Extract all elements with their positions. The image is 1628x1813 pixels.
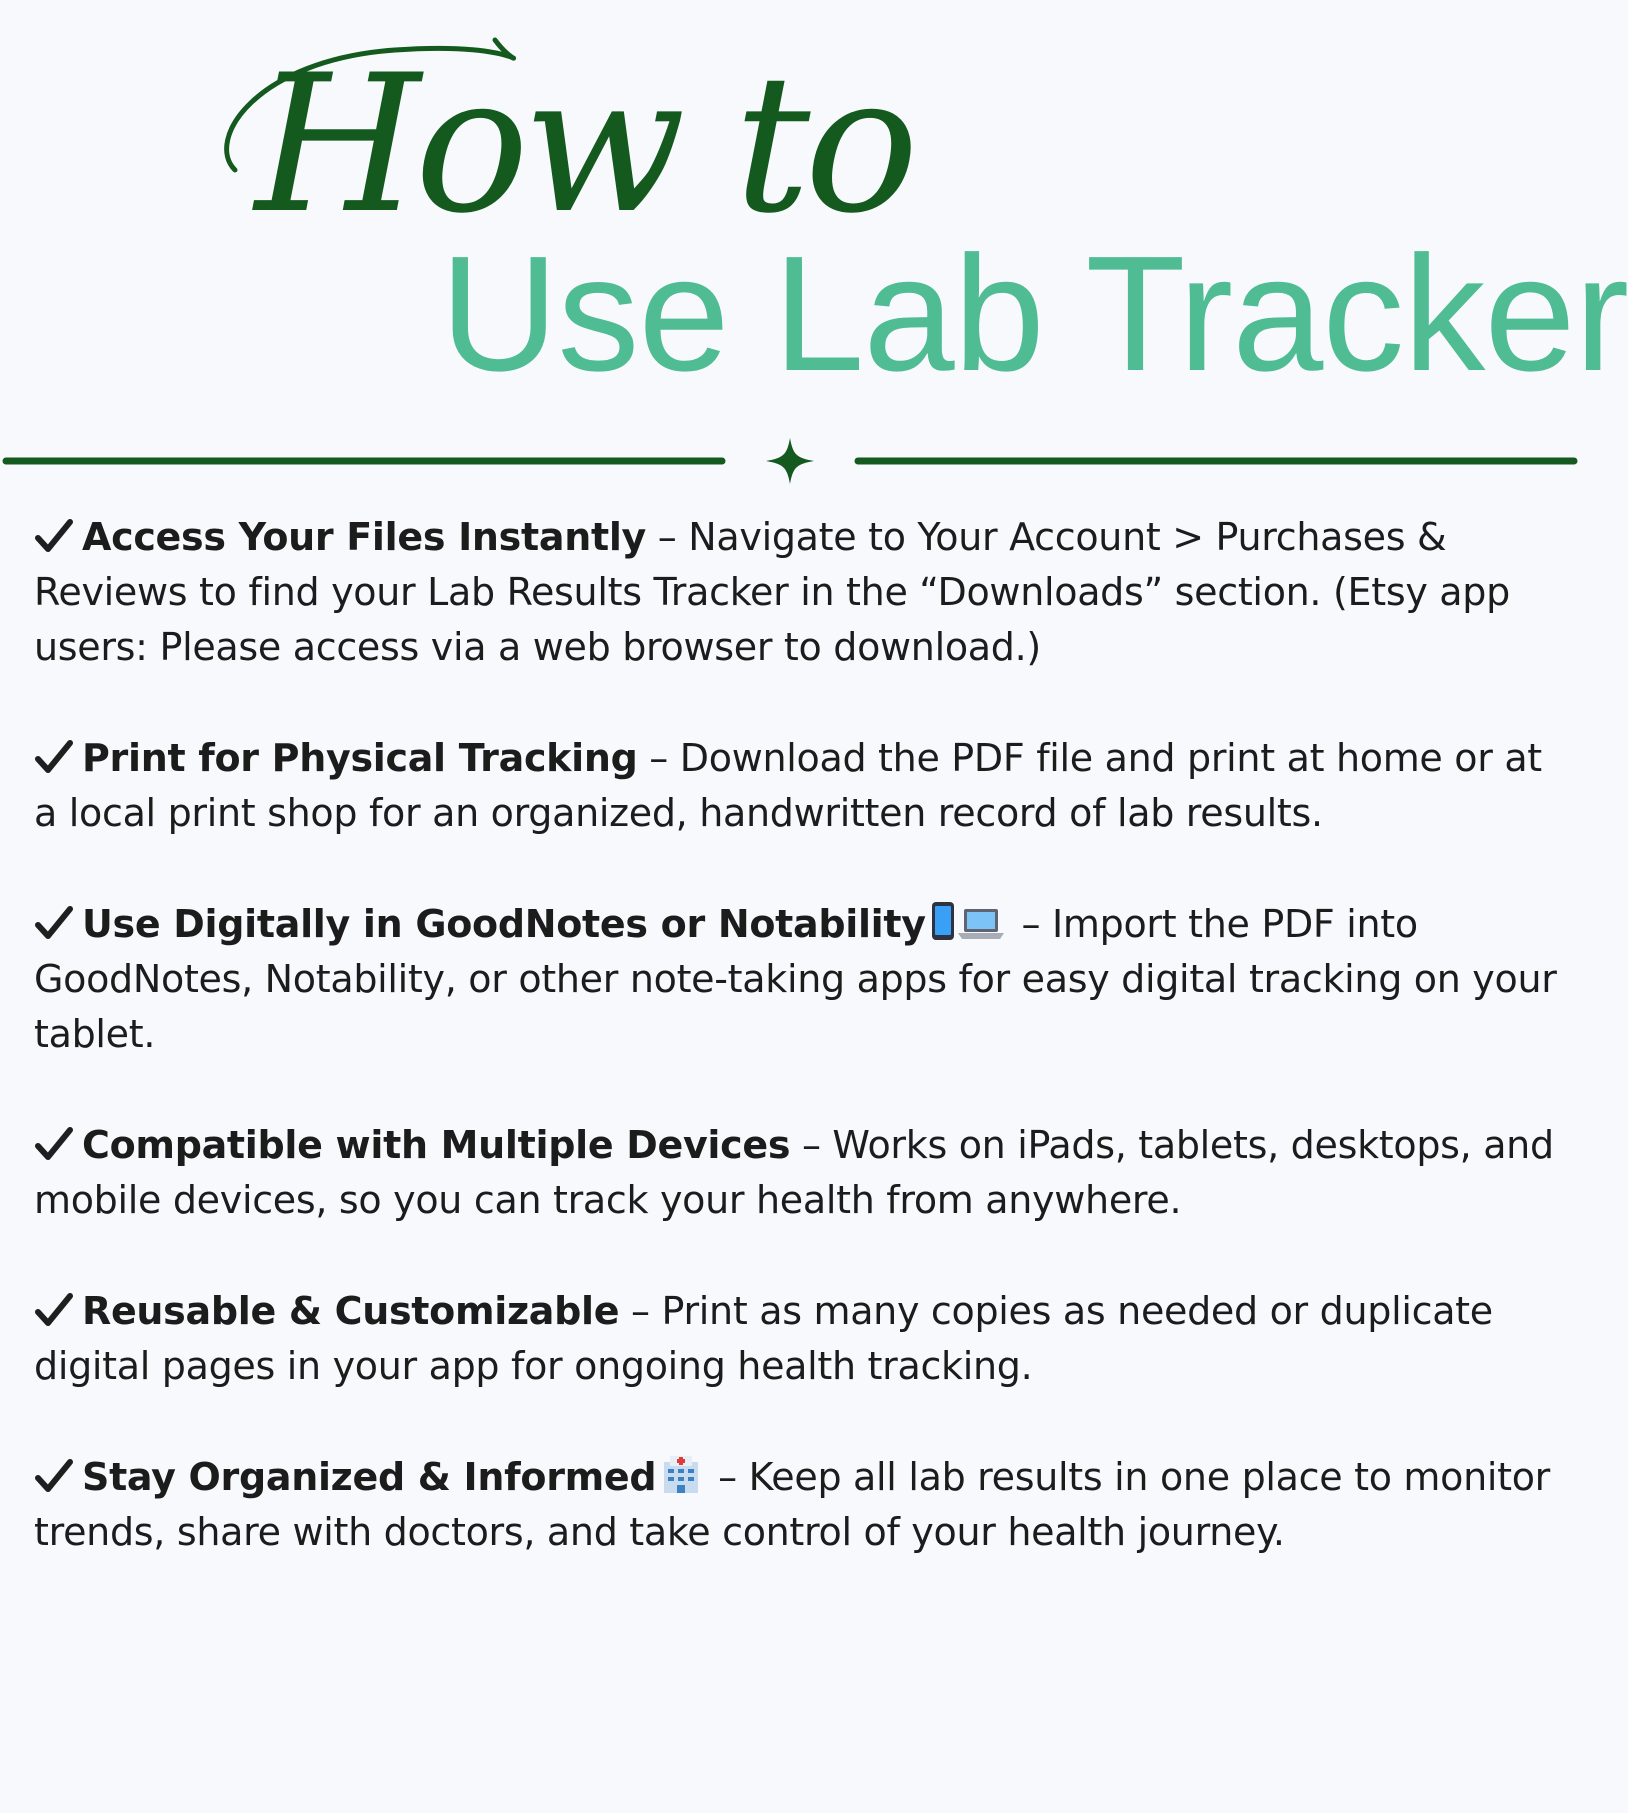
item-title: Reusable & Customizable	[82, 1289, 620, 1333]
four-point-star-icon	[766, 438, 814, 484]
item-title: Compatible with Multiple Devices	[82, 1123, 791, 1167]
section-divider	[0, 438, 1588, 484]
list-item	[34, 1450, 1564, 1560]
list-item	[34, 1284, 1564, 1394]
item-description: – Keep all lab results in one place to monitor trends, share with doctors, and take control of your health journey.	[34, 1455, 1550, 1554]
check-mark-icon	[34, 1292, 74, 1328]
list-item	[34, 897, 1564, 1062]
item-description: – Works on iPads, tablets, desktops, and mobile devices, so you can track your health from anywhere.	[34, 1123, 1554, 1222]
check-mark-icon	[34, 905, 74, 941]
page-title: Use Lab Tracker	[440, 222, 1628, 405]
hospital-emoji	[660, 1454, 702, 1494]
item-description: – Import the PDF into GoodNotes, Notability, or other note-taking apps for easy digital tracking on your tablet.	[34, 902, 1557, 1056]
item-title: Use Digitally in GoodNotes or Notability	[82, 902, 926, 946]
script-title	[195, 20, 913, 255]
item-description: – Navigate to Your Account > Purchases & Reviews to find your Lab Results Tracker in the “Downloads” section. (Etsy app users: Please access via a web browser to download.)	[34, 515, 1510, 669]
check-mark-icon	[34, 739, 74, 775]
check-mark-icon	[34, 518, 74, 554]
item-title: Print for Physical Tracking	[82, 736, 638, 780]
check-mark-icon	[34, 1458, 74, 1494]
script-title-art	[195, 20, 913, 255]
item-description: – Download the PDF file and print at home or at a local print shop for an organized, handwritten record of lab results.	[34, 736, 1542, 835]
list-item	[34, 1118, 1564, 1228]
check-mark-icon	[34, 1126, 74, 1162]
phone-and-laptop-emoji	[930, 901, 1006, 941]
script-title-text: How to	[255, 34, 913, 255]
list-item	[34, 731, 1564, 841]
instructions-list	[34, 510, 1564, 1616]
item-title: Access Your Files Instantly	[82, 515, 647, 559]
item-description: – Print as many copies as needed or duplicate digital pages in your app for ongoing health tracking.	[34, 1289, 1493, 1388]
item-title: Stay Organized & Informed	[82, 1455, 657, 1499]
list-item	[34, 510, 1564, 675]
